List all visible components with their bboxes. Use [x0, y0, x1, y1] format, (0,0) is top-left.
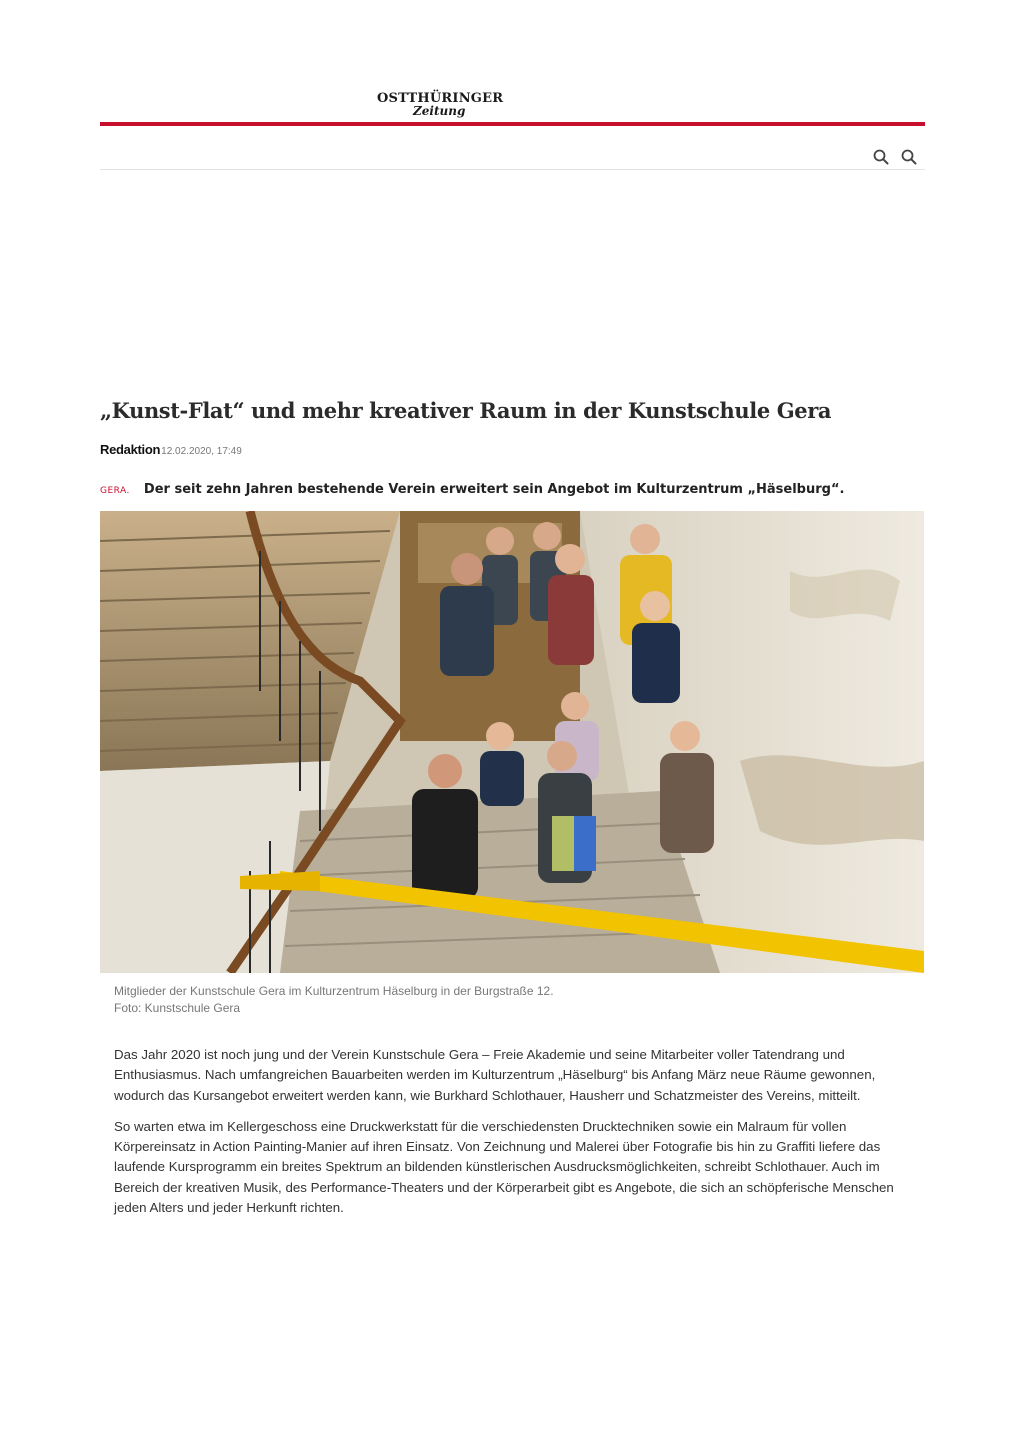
logo-line-1: OSTTHÜRINGER: [377, 91, 504, 106]
search-icon[interactable]: [872, 148, 890, 166]
newspaper-logo[interactable]: [377, 92, 517, 117]
search-icon[interactable]: [900, 148, 918, 166]
byline: [100, 441, 242, 459]
body-paragraph-2: So warten etwa im Kellergeschoss eine Druckwerkstatt für die verschiedensten Drucktechniken sowie ein Malraum für vollen Körpereinsatz in Action Painting-Manier auf ihren Einsatz. Von Zeichnung und Malerei über Fotografie bis hin zu Graffiti liefere das laufende Kursprogramm ein breites Spektrum an bildenden künstlerischen Ausdrucksmöglichkeiten, schreibt Schlothauer. Auch im Bereich der kreativen Musik, des Performance-Theaters und der Körperarbeit gibt es Angebote, die sich an schöpferische Menschen jeden Alters und jeder Herkunft richten.: [114, 1118, 894, 1216]
dateline: GERA.: [100, 486, 130, 496]
masthead: [100, 92, 925, 126]
article-photo[interactable]: [100, 511, 924, 973]
photo-caption: [114, 983, 914, 1017]
article-teaser: [100, 478, 925, 497]
lead-text: Der seit zehn Jahren bestehende Verein erweitert sein Angebot im Kulturzentrum „Häselburg“.: [143, 482, 845, 497]
article-body: [114, 1045, 914, 1229]
article-headline: „Kunst-Flat“ und mehr kreativer Raum in der Kunstschule Gera: [100, 398, 832, 423]
body-paragraph-1: Das Jahr 2020 ist noch jung und der Verein Kunstschule Gera – Freie Akademie und seine Mitarbeiter voller Tatendrang und Enthusiasmus. Nach umfangreichen Bauarbeiten werden im Kulturzentrum „Häselburg“ bis Anfang März neue Räume gewonnen, wodurch das Kursangebot erweitert werden kann, wie Burkhard Schlothauer, Hausherr und Schatzmeister des Vereins, mitteilt.: [114, 1047, 876, 1103]
author-name[interactable]: Redaktion: [100, 442, 161, 457]
caption-text: Mitglieder der Kunstschule Gera im Kulturzentrum Häselburg in der Burgstraße 12.: [114, 984, 554, 998]
photo-credit: Foto: Kunstschule Gera: [114, 1001, 241, 1015]
logo-line-2: Zeitung: [413, 104, 466, 118]
publish-date: 12.02.2020, 17:49: [161, 446, 242, 457]
toolbar: [100, 140, 925, 170]
masthead-divider: [100, 122, 925, 126]
